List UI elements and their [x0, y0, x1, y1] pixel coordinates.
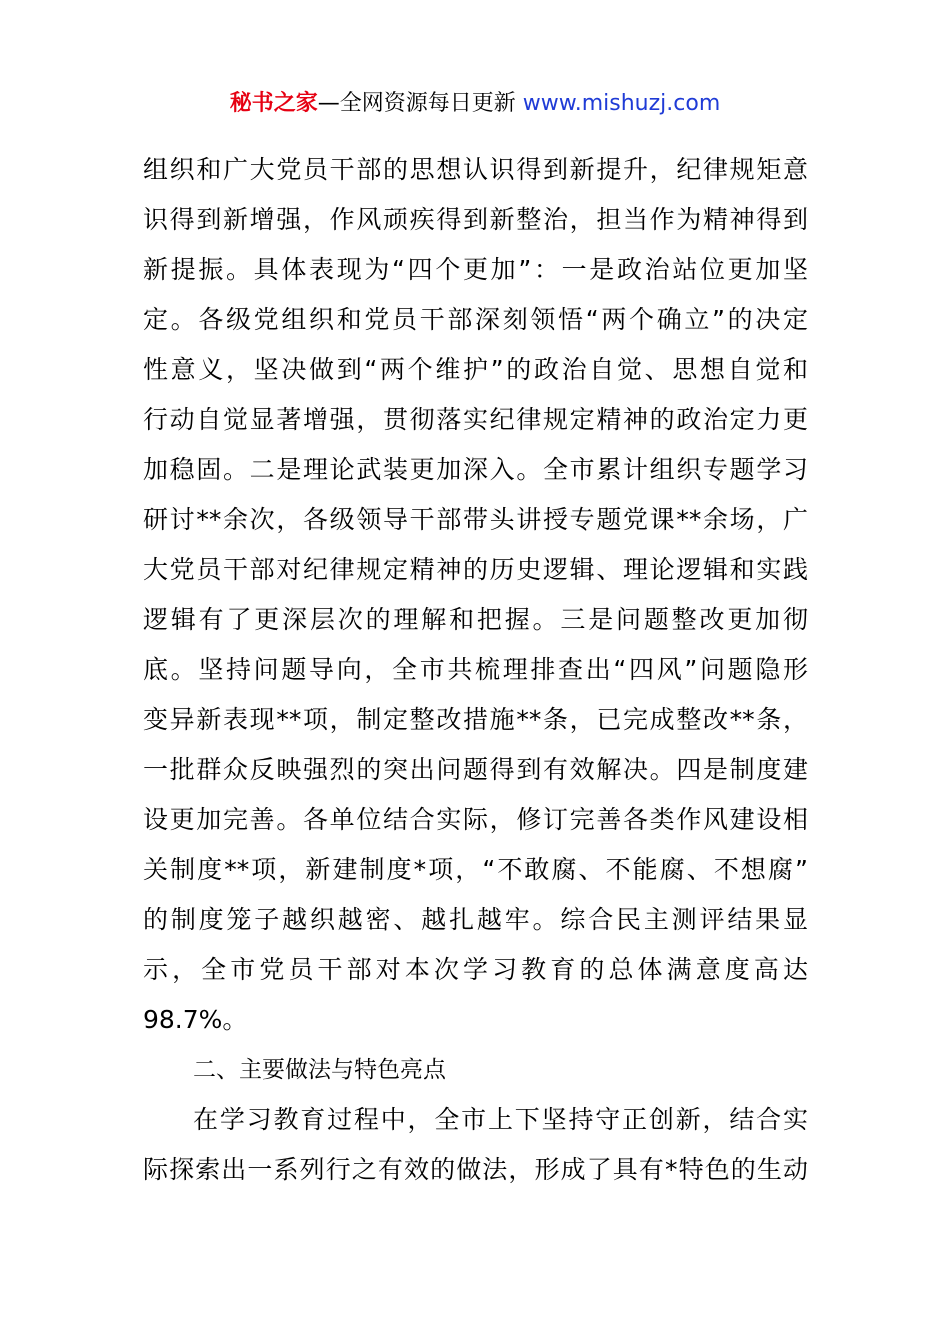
text-line: 识得到新增强，作风顽疾得到新整治，担当作为精神得到 [143, 205, 808, 234]
text-line: 组织和广大党员干部的思想认识得到新提升，纪律规矩意 [143, 155, 808, 184]
text-line: 设更加完善。各单位结合实际，修订完善各类作风建设相 [143, 805, 808, 834]
text-line: 底。坚持问题导向，全市共梳理排查出“四风”问题隐形 [143, 655, 808, 684]
document-body [143, 145, 808, 1195]
text-line: 示，全市党员干部对本次学习教育的总体满意度高达 [143, 955, 808, 984]
text-line: 变异新表现**项，制定整改措施**条，已完成整改**条， [143, 705, 808, 734]
text-line: 逻辑有了更深层次的理解和把握。三是问题整改更加彻 [143, 605, 808, 634]
text-line: 定。各级党组织和党员干部深刻领悟“两个确立”的决定 [143, 305, 808, 334]
text-line: 新提振。具体表现为“四个更加”：一是政治站位更加坚 [143, 255, 808, 284]
paragraph-results [143, 145, 808, 1045]
text-line: 际探索出一系列行之有效的做法，形成了具有*特色的生动 [143, 1155, 808, 1184]
text-line: 98.7%。 [143, 1005, 248, 1034]
brand-name: 秘书之家 [229, 91, 318, 116]
text-line: 一批群众反映强烈的突出问题得到有效解决。四是制度建 [143, 755, 808, 784]
text-line: 加稳固。二是理论武装更加深入。全市累计组织专题学习 [143, 455, 808, 484]
page-header [0, 86, 950, 122]
text-line: 关制度**项，新建制度*项，“不敢腐、不能腐、不想腐” [143, 855, 808, 884]
text-line: 的制度笼子越织越密、越扎越牢。综合民主测评结果显 [143, 905, 808, 934]
text-line: 在学习教育过程中，全市上下坚持守正创新，结合实 [193, 1105, 808, 1134]
section-heading: 二、主要做法与特色亮点 [193, 1057, 446, 1083]
header-tagline: —全网资源每日更新 [317, 91, 523, 116]
text-line: 性意义，坚决做到“两个维护”的政治自觉、思想自觉和 [143, 355, 808, 384]
text-line: 大党员干部对纪律规定精神的历史逻辑、理论逻辑和实践 [143, 555, 808, 584]
site-url-link[interactable]: www.mishuzj.com [522, 91, 721, 116]
text-line: 研讨**余次，各级领导干部带头讲授专题党课**余场，广 [143, 505, 808, 534]
text-line: 行动自觉显著增强，贯彻落实纪律规定精神的政治定力更 [143, 405, 808, 434]
paragraph-practices [143, 1095, 808, 1195]
